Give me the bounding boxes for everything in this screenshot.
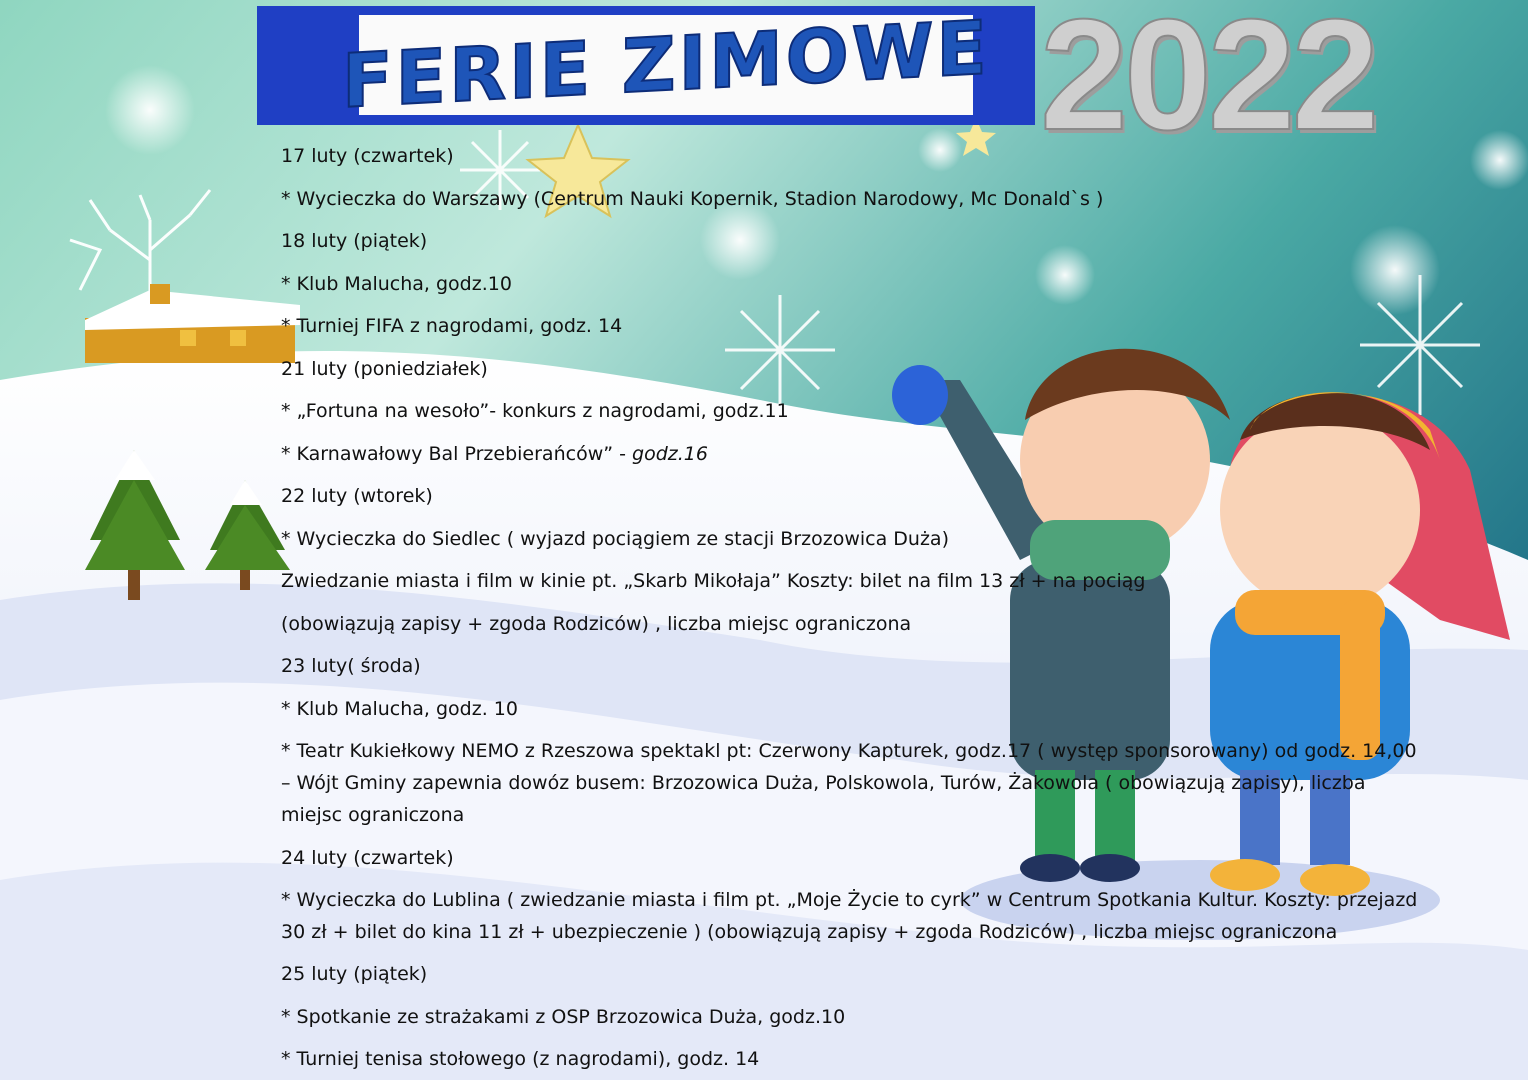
schedule-item: * „Fortuna na wesoło”- konkurs z nagrodami, godz.11 xyxy=(281,400,789,422)
schedule-item-time: godz.16 xyxy=(632,443,708,465)
schedule-date: 23 luty( środa) xyxy=(281,655,421,677)
schedule-item-detail: 30 zł + bilet do kina 11 zł + ubezpieczenie ) (obowiązują zapisy + zgoda Rodziców) , liczba miejsc ograniczona xyxy=(281,921,1338,943)
schedule-date: 25 luty (piątek) xyxy=(281,963,428,985)
schedule-item-detail: Zwiedzanie miasta i film w kinie pt. „Skarb Mikołaja” Koszty: bilet na film 13 zł + na pociąg xyxy=(281,570,1146,592)
schedule-item-detail: miejsc ograniczona xyxy=(281,804,465,826)
schedule-item: * Wycieczka do Siedlec ( wyjazd pociągiem ze stacji Brzozowica Duża) xyxy=(281,528,949,550)
year-heading: 2022 xyxy=(1040,0,1376,163)
schedule-date: 24 luty (czwartek) xyxy=(281,847,454,869)
schedule-date: 22 luty (wtorek) xyxy=(281,485,433,507)
schedule-date: 17 luty (czwartek) xyxy=(281,145,454,167)
schedule-item: * Klub Malucha, godz.10 xyxy=(281,273,512,295)
schedule-item: * Teatr Kukiełkowy NEMO z Rzeszowa spektakl pt: Czerwony Kapturek, godz.17 ( występ sponsorowany) od godz. 14,00 xyxy=(281,740,1417,762)
title-banner-inner xyxy=(342,5,990,125)
banner-title: FERIE ZIMOWE xyxy=(342,5,990,125)
schedule-item: * Wycieczka do Lublina ( zwiedzanie miasta i film pt. „Moje Życie to cyrk” w Centrum Spotkania Kultur. Koszty: przejazd xyxy=(281,889,1418,911)
schedule-item-detail: – Wójt Gminy zapewnia dowóz busem: Brzozowica Duża, Polskowola, Turów, Żakowola ( obowiązują zapisy), liczba xyxy=(281,772,1366,794)
title-banner xyxy=(257,6,1035,125)
schedule-item: * Turniej FIFA z nagrodami, godz. 14 xyxy=(281,315,623,337)
schedule-item xyxy=(281,438,708,470)
schedule-item-text: * Karnawałowy Bal Przebierańców” - xyxy=(281,443,633,465)
schedule-item: * Klub Malucha, godz. 10 xyxy=(281,698,518,720)
schedule-item-detail: (obowiązują zapisy + zgoda Rodziców) , liczba miejsc ograniczona xyxy=(281,613,912,635)
schedule-item: * Turniej tenisa stołowego (z nagrodami), godz. 14 xyxy=(281,1048,760,1070)
schedule-item: * Wycieczka do Warszawy (Centrum Nauki Kopernik, Stadion Narodowy, Mc Donald`s ) xyxy=(281,188,1104,210)
schedule-date: 21 luty (poniedziałek) xyxy=(281,358,488,380)
schedule-date: 18 luty (piątek) xyxy=(281,230,428,252)
schedule-item: * Spotkanie ze strażakami z OSP Brzozowica Duża, godz.10 xyxy=(281,1006,846,1028)
